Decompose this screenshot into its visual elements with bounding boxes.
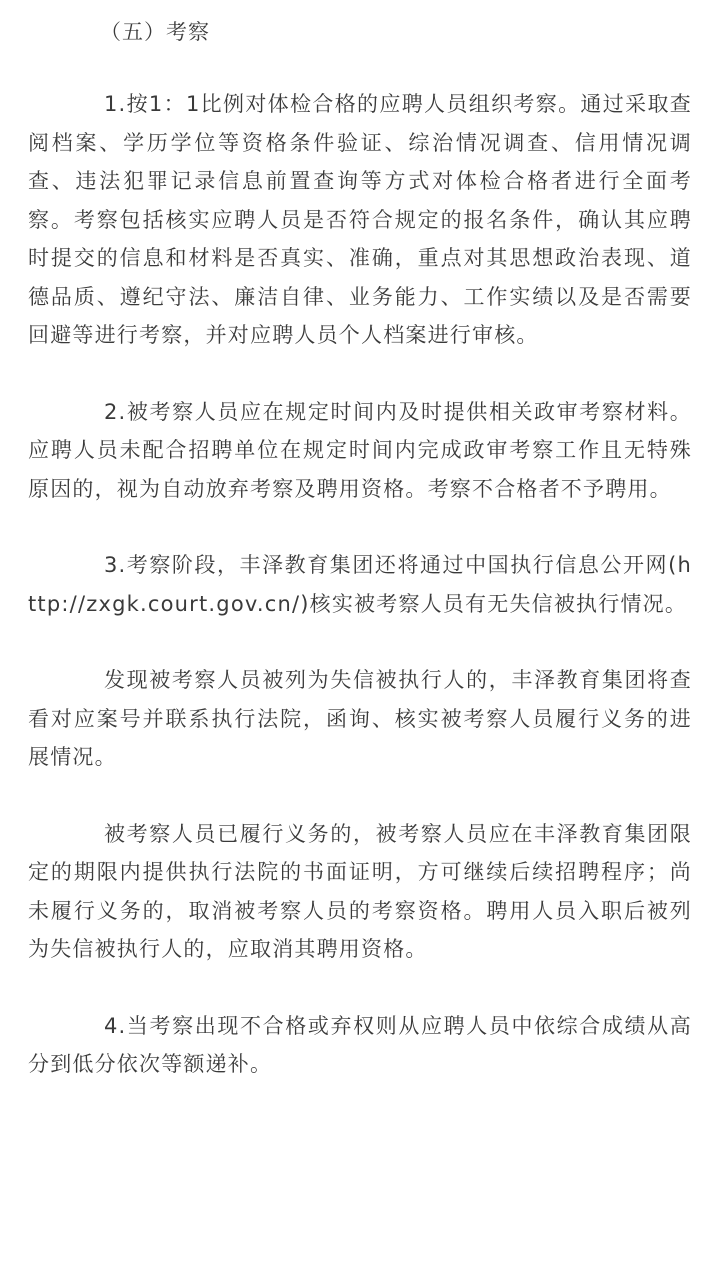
paragraph-4: 发现被考察人员被列为失信被执行人的，丰泽教育集团将查看对应案号并联系执行法院，函询、核实被考察人员履行义务的进展情况。: [28, 668, 692, 769]
paragraph-5: 被考察人员已履行义务的，被考察人员应在丰泽教育集团限定的期限内提供执行法院的书面证明，方可继续后续招聘程序；尚未履行义务的，取消被考察人员的考察资格。聘用人员入职后被列为失信被执行人的，应取消其聘用资格。: [28, 821, 692, 961]
paragraph-2: 2.被考察人员应在规定时间内及时提供相关政审考察材料。应聘人员未配合招聘单位在规定时间内完成政审考察工作且无特殊原因的，视为自动放弃考察及聘用资格。考察不合格者不予聘用。: [28, 399, 692, 501]
paragraph-6: 4.当考察出现不合格或弃权则从应聘人员中依综合成绩从高分到低分依次等额递补。: [28, 1013, 692, 1076]
paragraph-1: 1.按1：1比例对体检合格的应聘人员组织考察。通过采取查阅档案、学历学位等资格条件验证、综治情况调查、信用情况调查、违法犯罪记录信息前置查询等方式对体检合格者进行全面考察。考察包括核实应聘人员是否符合规定的报名条件，确认其应聘时提交的信息和材料是否真实、准确，重点对其思想政治表现、道德品质、遵纪守法、廉洁自律、业务能力、工作实绩以及是否需要回避等进行考察，并对应聘人员个人档案进行审核。: [28, 92, 692, 347]
paragraph-3: 3.考察阶段，丰泽教育集团还将通过中国执行信息公开网(http://zxgk.court.gov.cn/)核实被考察人员有无失信被执行情况。: [28, 553, 692, 616]
document-body: [28, 14, 692, 1084]
section-heading: （五）考察: [100, 20, 210, 44]
